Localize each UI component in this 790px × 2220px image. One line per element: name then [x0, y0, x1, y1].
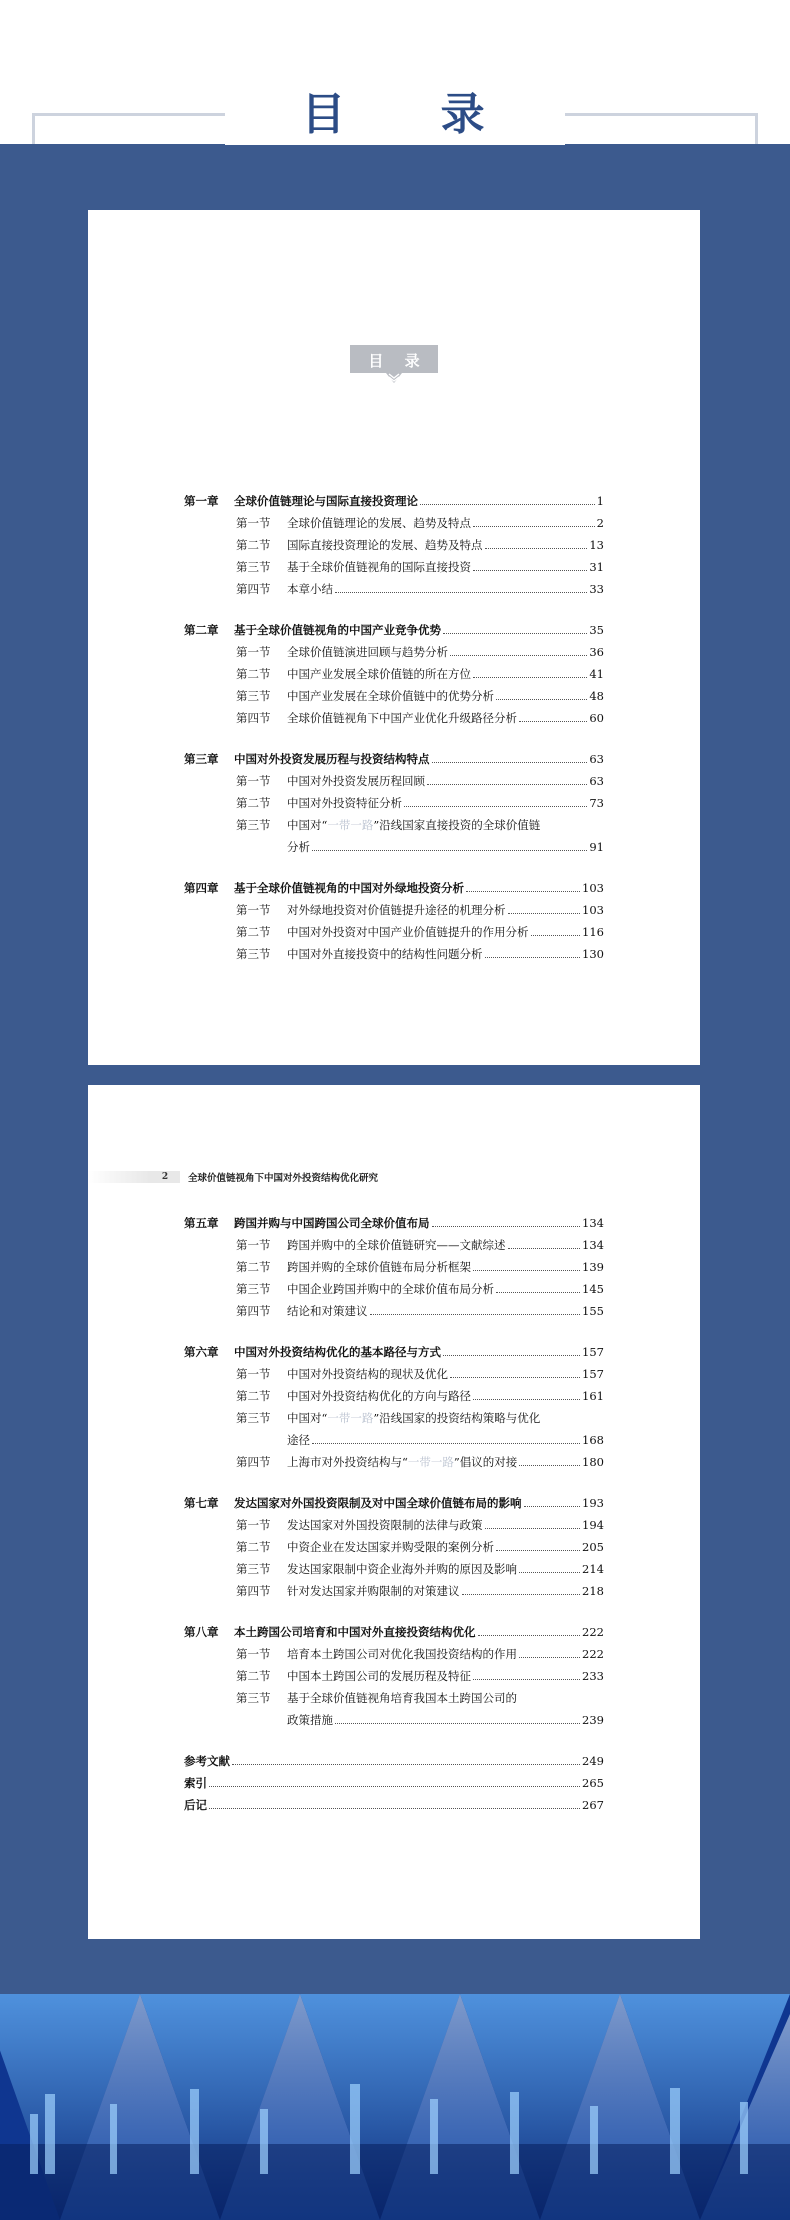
entry-number: 第一节: [236, 516, 271, 530]
entry-page: 73: [589, 796, 604, 810]
entry-title: 中国对外投资结构优化的基本路径与方式: [234, 1345, 441, 1359]
entry-page: 233: [582, 1669, 604, 1683]
leader-dots: [443, 633, 587, 634]
toc-badge: [350, 345, 438, 383]
toc-chapter: [184, 622, 604, 732]
leader-dots: [312, 1443, 580, 1444]
entry-page: 249: [582, 1754, 604, 1768]
leader-dots: [485, 1528, 581, 1529]
entry-page: 145: [582, 1282, 604, 1296]
entry-number: 第三节: [236, 1562, 271, 1576]
leader-dots: [473, 526, 595, 527]
toc-section-row: [184, 1583, 604, 1605]
entry-number: 第一节: [236, 1518, 271, 1532]
entry-number: 第一章: [184, 494, 219, 508]
running-head-bar: [88, 1171, 150, 1183]
leader-dots: [443, 1355, 580, 1356]
toc-section-row: [184, 1561, 604, 1583]
entry-page: 60: [589, 711, 604, 725]
toc-section-row: [184, 902, 604, 924]
toc-chapter: [184, 1344, 604, 1476]
entry-title: 中国对外投资结构的现状及优化: [287, 1367, 448, 1381]
toc-section-row: [184, 773, 604, 795]
entry-page: 157: [582, 1367, 604, 1381]
toc-chapter: [184, 751, 604, 861]
entry-title: 中国对外投资特征分析: [287, 796, 402, 810]
entry-page: 180: [582, 1455, 604, 1469]
entry-title: 全球价值链视角下中国产业优化升级路径分析: [287, 711, 517, 725]
toc-section-row: [184, 1388, 604, 1410]
entry-page: 103: [582, 903, 604, 917]
toc-chapter: [184, 493, 604, 603]
entry-title: [287, 1454, 517, 1470]
entry-page: 130: [582, 947, 604, 961]
toc-section-row: [184, 537, 604, 559]
toc-continuation-row: [184, 1712, 604, 1734]
toc-section-row: [184, 1668, 604, 1690]
entry-title-cont: 政策措施: [287, 1713, 333, 1727]
entry-title: 本章小结: [287, 582, 333, 596]
entry-number: 第六章: [184, 1345, 219, 1359]
leader-dots: [232, 1764, 580, 1765]
toc-section-row: [184, 1410, 604, 1432]
entry-page: 218: [582, 1584, 604, 1598]
leader-dots: [478, 1635, 581, 1636]
entry-title: 跨国并购中的全球价值链研究——文献综述: [287, 1238, 506, 1252]
toc-section-row: [184, 666, 604, 688]
toc-continuation-row: [184, 1432, 604, 1454]
entry-page: 134: [582, 1216, 604, 1230]
entry-page: 13: [589, 538, 604, 552]
leader-dots: [519, 721, 587, 722]
entry-page: 91: [589, 840, 604, 854]
page-title: 目 录: [225, 85, 564, 145]
toc-section-row: [184, 1646, 604, 1668]
entry-title: 发达国家对外国投资限制的法律与政策: [287, 1518, 483, 1532]
badge-label: 目 录: [368, 352, 428, 370]
entry-page: 161: [582, 1389, 604, 1403]
toc-section-row: [184, 795, 604, 817]
leader-dots: [473, 677, 587, 678]
toc-section-row: [184, 1539, 604, 1561]
toc-chapter-row: [184, 1624, 604, 1646]
footer-banner: [0, 1994, 790, 2220]
entry-number: 第一节: [236, 1238, 271, 1252]
entry-title: 培育本土跨国公司对优化我国投资结构的作用: [287, 1647, 517, 1661]
leader-dots: [420, 504, 595, 505]
leader-dots: [450, 655, 587, 656]
entry-page: 222: [582, 1625, 604, 1639]
leader-dots: [404, 806, 587, 807]
entry-page: 139: [582, 1260, 604, 1274]
entry-number: 第三节: [236, 1411, 271, 1425]
entry-page: 214: [582, 1562, 604, 1576]
entry-page: 193: [582, 1496, 604, 1510]
leader-dots: [473, 570, 587, 571]
leader-dots: [335, 592, 587, 593]
leader-dots: [427, 784, 587, 785]
entry-title: 国际直接投资理论的发展、趋势及特点: [287, 538, 483, 552]
toc-section-row: [184, 644, 604, 666]
entry-title: 中资企业在发达国家并购受限的案例分析: [287, 1540, 494, 1554]
toc-chapter-row: [184, 1495, 604, 1517]
leader-dots: [335, 1723, 580, 1724]
entry-page: 155: [582, 1304, 604, 1318]
entry-title: 中国产业发展全球价值链的所在方位: [287, 667, 471, 681]
title-pre: 中国对“: [287, 818, 328, 832]
title-highlight: 一带一路: [327, 1411, 374, 1425]
toc-section-row: [184, 710, 604, 732]
toc-section-row: [184, 1517, 604, 1539]
entry-page: 239: [582, 1713, 604, 1727]
entry-title: 全球价值链理论与国际直接投资理论: [234, 494, 418, 508]
toc-section-row: [184, 559, 604, 581]
entry-number: 第三节: [236, 560, 271, 574]
title-post: ”倡议的对接: [453, 1455, 518, 1469]
entry-title-cont: 分析: [287, 840, 310, 854]
toc-section-row: [184, 515, 604, 537]
toc-section-row: [184, 688, 604, 710]
entry-number: 第四节: [236, 1584, 271, 1598]
entry-title: 中国对外直接投资中的结构性问题分析: [287, 947, 483, 961]
entry-title: 参考文献: [184, 1754, 230, 1768]
entry-number: 第一节: [236, 903, 271, 917]
entry-page: 222: [582, 1647, 604, 1661]
toc-page-2: [88, 1085, 700, 1939]
toc-continuation-row: [184, 839, 604, 861]
entry-number: 第二节: [236, 538, 271, 552]
entry-title: 索引: [184, 1776, 207, 1790]
toc-chapter: [184, 1495, 604, 1605]
entry-number: 第八章: [184, 1625, 219, 1639]
leader-dots: [485, 548, 588, 549]
entry-title: 结论和对策建议: [287, 1304, 368, 1318]
toc-chapter-row: [184, 493, 604, 515]
leader-dots: [473, 1399, 580, 1400]
entry-number: 第三节: [236, 947, 271, 961]
entry-title: 对外绿地投资对价值链提升途径的机理分析: [287, 903, 506, 917]
title-pre: 上海市对外投资结构与“: [287, 1455, 408, 1469]
title-highlight: 一带一路: [327, 818, 374, 832]
toc-section-row: [184, 924, 604, 946]
entry-number: 第三节: [236, 1691, 271, 1705]
toc-section-row: [184, 1259, 604, 1281]
entry-page: 63: [589, 774, 604, 788]
leader-dots: [508, 1248, 581, 1249]
entry-number: 第二节: [236, 1389, 271, 1403]
entry-page: 194: [582, 1518, 604, 1532]
toc-section-row: [184, 1366, 604, 1388]
entry-page: 33: [589, 582, 604, 596]
entry-number: 第三章: [184, 752, 219, 766]
entry-page: 2: [596, 516, 604, 530]
entry-title: 基于全球价值链视角培育我国本土跨国公司的: [287, 1691, 517, 1705]
leader-dots: [370, 1314, 581, 1315]
entry-number: 第二节: [236, 796, 271, 810]
entry-number: 第四章: [184, 881, 219, 895]
entry-number: 第二节: [236, 667, 271, 681]
leader-dots: [485, 957, 581, 958]
leader-dots: [209, 1786, 580, 1787]
toc-section-row: [184, 817, 604, 839]
entry-page: 31: [589, 560, 604, 574]
entry-title: 后记: [184, 1798, 207, 1812]
toc-page-1: [88, 210, 700, 1065]
entry-number: 第三节: [236, 689, 271, 703]
leader-dots: [432, 762, 588, 763]
toc-chapter-row: [184, 622, 604, 644]
entry-page: 157: [582, 1345, 604, 1359]
title-highlight: 一带一路: [407, 1455, 454, 1469]
leader-dots: [466, 891, 580, 892]
running-head: [88, 1170, 700, 1184]
entry-title: 本土跨国公司培育和中国对外直接投资结构优化: [234, 1625, 476, 1639]
entry-title: 中国对外投资发展历程与投资结构特点: [234, 752, 430, 766]
leader-dots: [462, 1594, 581, 1595]
leader-dots: [473, 1270, 580, 1271]
entry-title: 跨国并购的全球价值链布局分析框架: [287, 1260, 471, 1274]
entry-title: [287, 1410, 540, 1426]
entry-title: 针对发达国家并购限制的对策建议: [287, 1584, 460, 1598]
entry-title: 中国产业发展在全球价值链中的优势分析: [287, 689, 494, 703]
leader-dots: [432, 1226, 581, 1227]
leader-dots: [496, 699, 587, 700]
toc-chapter: [184, 1624, 604, 1734]
title-post: ”沿线国家的投资结构策略与优化: [373, 1411, 541, 1425]
toc-chapter-row: [184, 1215, 604, 1237]
entry-title: 基于全球价值链视角的中国对外绿地投资分析: [234, 881, 464, 895]
entry-page: 168: [582, 1433, 604, 1447]
leader-dots: [450, 1377, 580, 1378]
back-matter-row: [184, 1797, 604, 1819]
title-pre: 中国对“: [287, 1411, 328, 1425]
entry-page: 35: [589, 623, 604, 637]
entry-title: 中国对外投资对中国产业价值链提升的作用分析: [287, 925, 529, 939]
title-post: ”沿线国家直接投资的全球价值链: [373, 818, 541, 832]
entry-number: 第二节: [236, 1669, 271, 1683]
entry-title: 中国对外投资结构优化的方向与路径: [287, 1389, 471, 1403]
entry-number: 第七章: [184, 1496, 219, 1510]
toc-section-row: [184, 1690, 604, 1712]
toc-list: [184, 493, 604, 987]
toc-chapter-row: [184, 880, 604, 902]
entry-number: 第三节: [236, 1282, 271, 1296]
leader-dots: [531, 935, 581, 936]
entry-number: 第二节: [236, 1260, 271, 1274]
toc-section-row: [184, 581, 604, 603]
entry-number: 第一节: [236, 645, 271, 659]
entry-title: 中国企业跨国并购中的全球价值布局分析: [287, 1282, 494, 1296]
entry-title: 基于全球价值链视角的国际直接投资: [287, 560, 471, 574]
entry-number: 第四节: [236, 1455, 271, 1469]
entry-title: 全球价值链演进回顾与趋势分析: [287, 645, 448, 659]
entry-number: 第四节: [236, 1304, 271, 1318]
leader-dots: [496, 1292, 580, 1293]
leader-dots: [519, 1572, 580, 1573]
toc-section-row: [184, 1454, 604, 1476]
entry-page: 1: [596, 494, 604, 508]
entry-title-cont: 途径: [287, 1433, 310, 1447]
entry-title: 中国本土跨国公司的发展历程及特征: [287, 1669, 471, 1683]
toc-chapter-row: [184, 751, 604, 773]
entry-title: 基于全球价值链视角的中国产业竞争优势: [234, 623, 441, 637]
entry-page: 63: [589, 752, 604, 766]
entry-title: 中国对外投资发展历程回顾: [287, 774, 425, 788]
toc-chapter: [184, 880, 604, 968]
entry-number: 第四节: [236, 711, 271, 725]
entry-page: 134: [582, 1238, 604, 1252]
entry-page: 267: [582, 1798, 604, 1812]
entry-number: 第二节: [236, 925, 271, 939]
leader-dots: [473, 1679, 580, 1680]
toc-list: [184, 1215, 604, 1819]
entry-page: 205: [582, 1540, 604, 1554]
entry-page: 103: [582, 881, 604, 895]
leader-dots: [496, 1550, 580, 1551]
entry-number: 第二节: [236, 1540, 271, 1554]
entry-number: 第四节: [236, 582, 271, 596]
entry-title: 全球价值链理论的发展、趋势及特点: [287, 516, 471, 530]
entry-page: 265: [582, 1776, 604, 1790]
entry-title: 发达国家对外国投资限制及对中国全球价值链布局的影响: [234, 1496, 522, 1510]
entry-page: 48: [589, 689, 604, 703]
entry-number: 第一节: [236, 1367, 271, 1381]
page-number: 2: [150, 1171, 180, 1183]
entry-page: 36: [589, 645, 604, 659]
toc-chapter-row: [184, 1344, 604, 1366]
leader-dots: [519, 1465, 580, 1466]
entry-page: 41: [589, 667, 604, 681]
entry-number: 第一节: [236, 1647, 271, 1661]
entry-number: 第二章: [184, 623, 219, 637]
back-matter-row: [184, 1775, 604, 1797]
leader-dots: [519, 1657, 580, 1658]
leader-dots: [524, 1506, 581, 1507]
leader-dots: [312, 850, 587, 851]
entry-title: 发达国家限制中资企业海外并购的原因及影响: [287, 1562, 517, 1576]
entry-title: 跨国并购与中国跨国公司全球价值布局: [234, 1216, 430, 1230]
entry-number: 第五章: [184, 1216, 219, 1230]
toc-section-row: [184, 1281, 604, 1303]
leader-dots: [508, 913, 581, 914]
city-triangles-image: [0, 1994, 790, 2220]
toc-section-row: [184, 1237, 604, 1259]
entry-number: 第三节: [236, 818, 271, 832]
running-head-title: 全球价值链视角下中国对外投资结构优化研究: [188, 1173, 379, 1184]
toc-section-row: [184, 946, 604, 968]
back-matter: [184, 1753, 604, 1819]
leader-dots: [209, 1808, 580, 1809]
back-matter-row: [184, 1753, 604, 1775]
entry-number: 第一节: [236, 774, 271, 788]
entry-page: 116: [582, 925, 604, 939]
entry-title: [287, 817, 540, 833]
toc-chapter: [184, 1215, 604, 1325]
toc-section-row: [184, 1303, 604, 1325]
